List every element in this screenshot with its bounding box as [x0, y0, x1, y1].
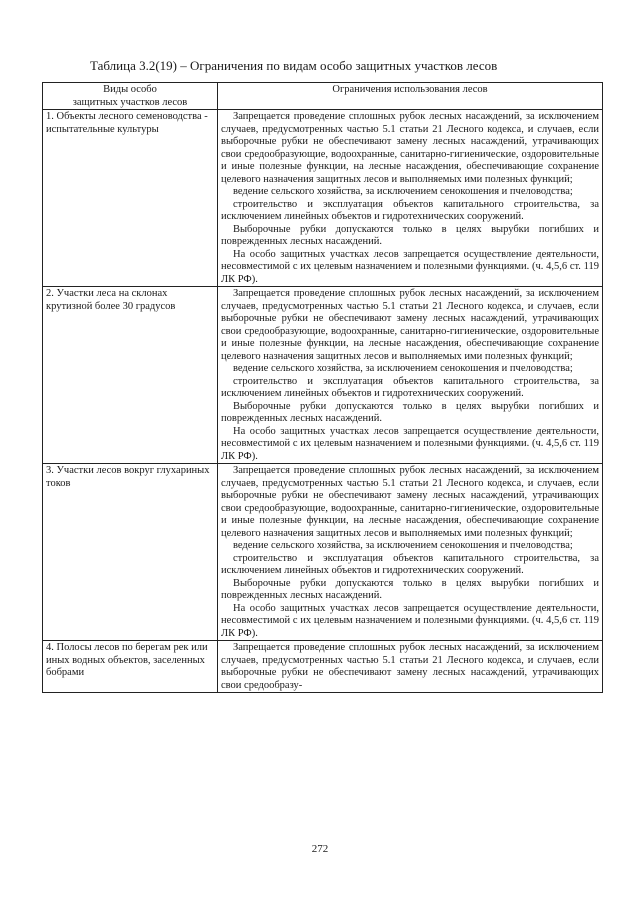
- restrictions-table: [42, 82, 603, 693]
- header-restrictions: Ограничения использования лесов: [218, 83, 603, 110]
- restriction-paragraph: Запрещается проведение сплошных рубок лесных насаждений, за исключением случаев, предусмотренных частью 5.1 статьи 21 Лесного кодекса, и случаев, если выборочные рубки не обеспечивают замену лесных насаждений, утрачивающих свои средообразующие, водоохранные, санитарно-гигиенические, оздоровительные и иные полезные функции, на лесные насаждения, обеспечивающие сохранение целевого назначения защитных лесов и выполняемых ими полезных функций;: [221, 465, 599, 539]
- area-type-cell: 3. Участки лесов вокруг глухариных токов: [43, 464, 218, 641]
- table-row: [43, 464, 603, 641]
- restriction-paragraph: строительство и эксплуатация объектов капитального строительства, за исключением линейных объектов и гидротехнических сооружений.: [221, 552, 599, 576]
- header-area-types: [43, 83, 218, 110]
- restrictions-cell: [218, 110, 603, 287]
- table-row: [43, 287, 603, 464]
- table-row: [43, 110, 603, 287]
- restrictions-cell: [218, 641, 603, 693]
- header-area-types-line2: защитных участков лесов: [72, 96, 188, 108]
- restrictions-cell: [218, 464, 603, 641]
- restriction-paragraph: Выборочные рубки допускаются только в целях вырубки погибших и поврежденных лесных насаждений.: [221, 223, 599, 247]
- restriction-paragraph: строительство и эксплуатация объектов капитального строительства, за исключением линейных объектов и гидротехнических сооружений.: [221, 375, 599, 399]
- restriction-paragraph: ведение сельского хозяйства, за исключением сенокошения и пчеловодства;: [233, 363, 573, 374]
- restrictions-cell: [218, 287, 603, 464]
- table-header-row: [43, 83, 603, 110]
- restriction-paragraph: Запрещается проведение сплошных рубок лесных насаждений, за исключением случаев, предусмотренных частью 5.1 статьи 21 Лесного кодекса, и случаев, если выборочные рубки не обеспечивают замену лесных насаждений, утрачивающих свои средообразующие, водоохранные, санитарно-гигиенические, оздоровительные и иные полезные функции, на лесные насаждения, обеспечивающие сохранение целевого назначения защитных лесов и выполняемых ими полезных функций;: [221, 111, 599, 185]
- restriction-paragraph: Запрещается проведение сплошных рубок лесных насаждений, за исключением случаев, предусмотренных частью 5.1 статьи 21 Лесного кодекса, и случаев, если выборочные рубки не обеспечивают замену лесных насаждений, утрачивающих свои средообразующие, водоохранные, санитарно-гигиенические, оздоровительные и иные полезные функции, на лесные насаждения, обеспечивающие сохранение целевого назначения защитных лесов и выполняемых ими полезных функций;: [221, 288, 599, 362]
- restriction-paragraph: строительство и эксплуатация объектов капитального строительства, за исключением линейных объектов и гидротехнических сооружений.: [221, 198, 599, 222]
- restriction-paragraph: Выборочные рубки допускаются только в целях вырубки погибших и поврежденных лесных насаждений.: [221, 577, 599, 601]
- restriction-paragraph: На особо защитных участках лесов запрещается осуществление деятельности, несовместимой с их целевым назначением и полезными функциями. (ч. 4,5,6 ст. 119 ЛК РФ).: [221, 602, 599, 639]
- area-type-cell: 4. Полосы лесов по берегам рек или иных водных объектов, заселенных бобрами: [43, 641, 218, 693]
- restriction-paragraph: На особо защитных участках лесов запрещается осуществление деятельности, несовместимой с их целевым назначением и полезными функциями. (ч. 4,5,6 ст. 119 ЛК РФ).: [221, 425, 599, 462]
- header-area-types-line1: Виды особо: [103, 84, 157, 95]
- restriction-paragraph: Выборочные рубки допускаются только в целях вырубки погибших и поврежденных лесных насаждений.: [221, 400, 599, 424]
- page-number: 272: [311, 843, 329, 855]
- restriction-paragraph: На особо защитных участках лесов запрещается осуществление деятельности, несовместимой с их целевым назначением и полезными функциями. (ч. 4,5,6 ст. 119 ЛК РФ).: [221, 248, 599, 285]
- table-row: [43, 641, 603, 693]
- restriction-paragraph: ведение сельского хозяйства, за исключением сенокошения и пчеловодства;: [233, 540, 573, 551]
- area-type-cell: 2. Участки леса на склонах крутизной более 30 градусов: [43, 287, 218, 464]
- restriction-paragraph: ведение сельского хозяйства, за исключением сенокошения и пчеловодства;: [233, 186, 573, 197]
- restriction-paragraph: Запрещается проведение сплошных рубок лесных насаждений, за исключением случаев, предусмотренных частью 5.1 статьи 21 Лесного кодекса, и случаев, если выборочные рубки не обеспечивают замену лесных насаждений, утрачивающих свои средообразу-: [221, 642, 599, 691]
- area-type-cell: 1. Объекты лесного семеноводства - испытательные культуры: [43, 110, 218, 287]
- table-caption: Таблица 3.2(19) – Ограничения по видам особо защитных участков лесов: [90, 58, 498, 73]
